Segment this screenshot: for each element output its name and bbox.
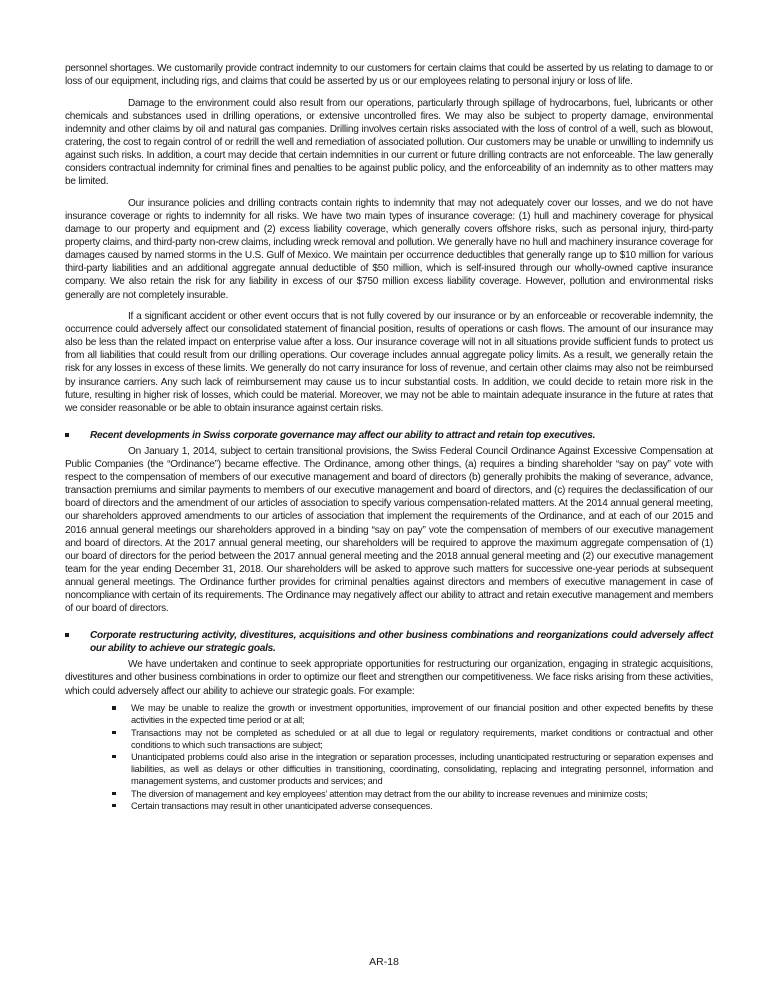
risk-heading-text: Corporate restructuring activity, divestitures, acquisitions and other business combinations and reorganizations could adversely affect our ability to achieve our strategic goals. (90, 630, 713, 655)
document-page (65, 62, 713, 812)
list-item-text: The diversion of management and key employees’ attention may detract from the our ability to increase revenues and minimize costs; (131, 788, 648, 799)
list-item-text: Certain transactions may result in other unanticipated adverse consequences. (131, 800, 433, 811)
list-item-text: We may be unable to realize the growth or investment opportunities, improvement of our financial position and other expected benefits by these activities in the expected time period or at all; (131, 703, 713, 726)
paragraph-restructuring: We have undertaken and continue to seek appropriate opportunities for restructuring our organization, engaging in strategic acquisitions, divestitures and other business combinations in order to optimize our fleet and strengthen our competitiveness. We face risks arising from these activities, which could adversely affect our ability to achieve our strategic goals. For example: (65, 659, 713, 697)
restructuring-risk-list (65, 702, 713, 812)
risk-heading-text: Recent developments in Swiss corporate governance may affect our ability to attract and retain top executives. (90, 429, 596, 441)
list-item (65, 800, 713, 812)
square-bullet-icon (112, 755, 116, 759)
risk-heading-swiss-governance (65, 429, 713, 442)
list-item (65, 702, 713, 726)
list-item-text: Transactions may not be completed as scheduled or at all due to legal or regulatory requirements, market conditions or contractual and other conditions to which such transactions are subject; (131, 727, 713, 750)
square-bullet-icon (112, 792, 116, 796)
paragraph-environment-damage: Damage to the environment could also result from our operations, particularly through spillage of hydrocarbons, fuel, lubricants or other chemicals and substances used in drilling operations, or extensive uncontrolled fires. We may also be subject to property damage, environmental indemnity and other claims by oil and natural gas companies. Drilling involves certain risks associated with the loss of control of a well, such as blowout, cratering, the cost to regain control of or redrill the well and remediation of associated pollution. Our customers may be unable or unwilling to indemnify us against such risks. In addition, a court may decide that certain indemnities in our current or future drilling contracts are not enforceable. The law generally considers contractual indemnity for criminal fines and penalties to be against public policy, and the enforceability of an indemnity as to other matters may be limited. (65, 97, 713, 188)
paragraph-indemnity-continued: personnel shortages. We customarily provide contract indemnity to our customers for certain claims that could be asserted by us relating to damage to or loss of our equipment, including rigs, and claims that could be asserted by us or our employees relating to personal injury or loss of life. (65, 63, 713, 88)
square-bullet-icon (65, 633, 69, 637)
list-item (65, 788, 713, 800)
list-item-text: Unanticipated problems could also arise in the integration or separation processes, including unanticipated restructuring or separation expenses and liabilities, as well as delays or other difficulties in transitioning, coordinating, consolidating, replacing and integrating personnel, information and management systems, and customer products and services; and (131, 751, 713, 787)
paragraph-swiss-ordinance: On January 1, 2014, subject to certain transitional provisions, the Swiss Federal Council Ordinance Against Excessive Compensation at Public Companies (the “Ordinance”) became effective. The Ordinance, among other things, (a) requires a binding shareholder “say on pay” vote with respect to the compensation of members of our executive management and board of directors (b) generally prohibits the making of severance, advance, transaction premiums and similar payments to members of our executive management and board of directors, and (c) requires the declassification of our board of directors and the amendment of our articles of association to specify various compensation-related matters. At the 2014 annual general meeting, our shareholders approved amendments to our articles of association that implement the requirements of the Ordinance, and at each of our 2015 and 2016 annual general meetings our shareholders approved in a binding “say on pay” vote the compensation of members of our executive management and board of directors. At the 2017 annual general meeting, our shareholders will be required to approve the maximum aggregate compensation of (1) our board of directors for the period between the 2017 annual general meeting and the 2018 annual general meeting and (2) our executive management team for the year ending December 31, 2018. Our shareholders will be asked to approve such matters for successive one-year periods at subsequent annual general meetings. The Ordinance further provides for criminal penalties against directors and members of executive management in case of noncompliance with certain of its requirements. The Ordinance may negatively affect our ability to attract and retain executive management and members of our board of directors. (65, 445, 713, 615)
paragraph-significant-accident: If a significant accident or other event occurs that is not fully covered by our insurance or by an enforceable or recoverable indemnity, the occurrence could adversely affect our consolidated statement of financial position, results of operations or cash flows. The amount of our insurance may also be less than the related impact on enterprise value after a loss. Our insurance coverage will not in all situations provide sufficient funds to protect us from all liabilities that could result from our drilling operations. Our coverage includes annual aggregate policy limits. As a result, we generally retain the risk for any losses in excess of these limits. We generally do not carry insurance for loss of revenue, and certain other claims may also not be reimbursed by insurance carriers. Any such lack of reimbursement may cause us to incur substantial costs. In addition, we could decide to retain more risk in the future, resulting in higher risk of losses, which could be material. Moreover, we may not be able to maintain adequate insurance in the future at rates that we consider reasonable or be able to obtain insurance against certain risks. (65, 311, 713, 414)
list-item (65, 751, 713, 788)
square-bullet-icon (112, 804, 116, 808)
risk-heading-corporate-restructuring (65, 629, 713, 655)
paragraph-insurance-policies: Our insurance policies and drilling contracts contain rights to indemnity that may not adequately cover our losses, and we do not have insurance coverage or rights to indemnity for all risks. We have two main types of insurance coverage: (1) hull and machinery coverage for physical damage to our property and equipment and (2) excess liability coverage, which generally covers offshore risks, such as personal injury, third-party property claims, and third-party non-crew claims, including wreck removal and pollution. We generally have no hull and machinery insurance coverage for damages caused by named storms in the U.S. Gulf of Mexico. We maintain per occurrence deductibles that generally range up to $10 million for various third-party liabilities and an additional aggregate annual deductible of $50 million, which is self-insured through our wholly-owned captive insurance company. We also retain the risk for any liability in excess of our $750 million excess liability coverage. However, pollution and environmental risks generally are not completely insurable. (65, 197, 713, 301)
square-bullet-icon (65, 433, 69, 437)
page-number: AR-18 (369, 956, 399, 968)
square-bullet-icon (112, 706, 116, 710)
list-item (65, 727, 713, 751)
square-bullet-icon (112, 731, 116, 735)
